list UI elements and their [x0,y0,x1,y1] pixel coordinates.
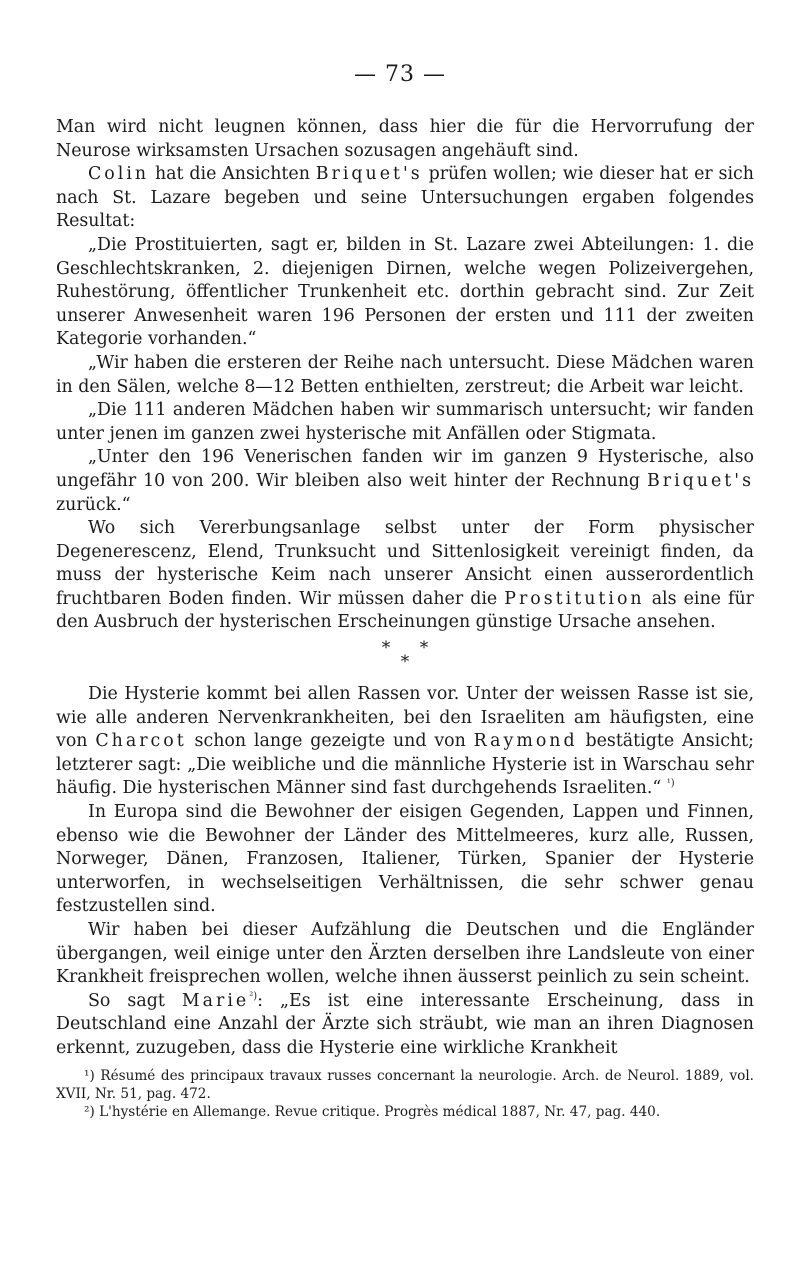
author-name: Briquet's [315,164,423,185]
author-name: Prostitution [504,588,645,609]
text-run: zurück.“ [56,494,131,515]
author-name: Colin [88,164,150,185]
section-separator [56,638,754,673]
paragraph [56,234,754,352]
paragraph [56,163,754,234]
section-prostitution [56,116,754,635]
author-name: Marie [181,990,250,1011]
text-run: als eine für den Ausbruch der hysterischen Erscheinungen günstige Ursache ansehen. [56,588,754,633]
text-run: schon lange gezeigte und von [186,731,474,752]
separator-asterisk: * [419,638,429,659]
footnotes [56,1067,754,1121]
text-run: bestätigte Ansicht; letzterer sagt: „Die weibliche und die männliche Hysterie ist in Warschau sehr häufig. Die hysterischen Männer sind fast durchgehends Israeliten.“ [56,731,754,799]
text-run: Wir haben bei dieser Aufzählung die Deutschen und die Engländer übergangen, weil einige unter den Ärzten derselben ihre Landsleute von einer Krankheit freisprechen wollen, welche ihnen äusserst peinlich zu sein scheint. [56,920,754,988]
paragraph [56,399,754,446]
separator-asterisk: * [381,638,391,659]
document-body [56,116,754,1121]
text-run: So sagt [88,990,182,1011]
footnote-ref: ¹) [666,778,675,790]
paragraph [56,116,754,163]
text-run: prüfen wollen; wie dieser hat er sich nach St. Lazare begeben und seine Untersuchungen ergaben folgendes Resultat: [56,164,754,232]
footnote: ¹) Résumé des principaux travaux russes concernant la neurologie. Arch. de Neurol. 1889, vol. XVII, Nr. 51, pag. 472. [56,1067,754,1102]
footnote-ref: ²) [249,990,258,1002]
paragraph [56,352,754,399]
text-run: In Europa sind die Bewohner der eisigen Gegenden, Lappen und Finnen, ebenso wie die Bewohner der Länder des Mittelmeeres, kurz alle, Russen, Norweger, Dänen, Franzosen, Italiener, Türken, Spanier der Hysterie unterworfen, in wechselseitigen Verhältnissen, die sehr schwer genau festzustellen sind. [56,802,754,917]
text-run: Wo sich Vererbungsanlage selbst unter der Form physischer Degenerescenz, Elend, Trunksucht und Sittenlosigkeit vereinigt finden, da muss der hysterische Keim nach unserer Ansicht einen ausserordentlich fruchtbaren Boden finden. Wir müssen daher die [56,518,754,609]
paragraph [56,517,754,635]
separator-asterisk: * [400,652,410,673]
text-run: „Unter den 196 Venerischen fanden wir im ganzen 9 Hysterische, also ungefähr 10 von 200. Wir bleiben also weit hinter der Rechnung [56,447,754,491]
section-races [56,683,754,1061]
author-name: Charcot [95,731,187,752]
text-run: „Wir haben die ersteren der Reihe nach untersucht. Diese Mädchen waren in den Sälen, welche 8—12 Betten enthielten, zerstreut; die Arbeit war leicht. [56,352,754,397]
page-number: — 73 — [354,62,446,87]
paragraph [56,446,754,517]
text-run: Die Hysterie kommt bei allen Rassen vor. Unter der weissen Rasse ist sie, wie alle anderen Nervenkrankheiten, bei den Israeliten am häufigsten, eine von [56,684,754,752]
author-name: Briquet's [647,470,754,491]
paragraph [56,990,754,1061]
paragraph [56,919,754,990]
footnote: ²) L'hystérie en Allemange. Revue critique. Progrès médical 1887, Nr. 47, pag. 440. [84,1103,661,1120]
text-run: Man wird nicht leugnen können, dass hier die für die Hervorrufung der Neurose wirksamsten Ursachen sozusagen angehäuft sind. [56,117,754,161]
author-name: Raymond [473,731,578,752]
text-run: „Die Prostituierten, sagt er, bilden in St. Lazare zwei Abteilungen: 1. die Geschlechtskranken, 2. diejenigen Dirnen, welche wegen Polizeivergehen, Ruhestörung, öffentlicher Trunkenheit etc. dorthin gebracht sind. Zur Zeit unserer Anwesenheit waren 196 Personen der ersten und 111 der zweiten Kategorie vorhanden.“ [56,234,754,350]
paragraph [56,683,754,801]
paragraph [56,801,754,919]
text-run: „Die 111 anderen Mädchen haben wir summarisch untersucht; wir fanden unter jenen im ganzen zwei hysterische mit Anfällen oder Stigmata. [56,400,754,444]
text-run: : „Es ist eine interessante Erscheinung, dass in Deutschland eine Anzahl der Ärzte sich sträubt, wie man an ihren Diagnosen erkennt, zuzugeben, dass die Hysterie eine wirkliche Krankheit [56,990,754,1058]
text-run: hat die Ansichten [149,164,316,185]
